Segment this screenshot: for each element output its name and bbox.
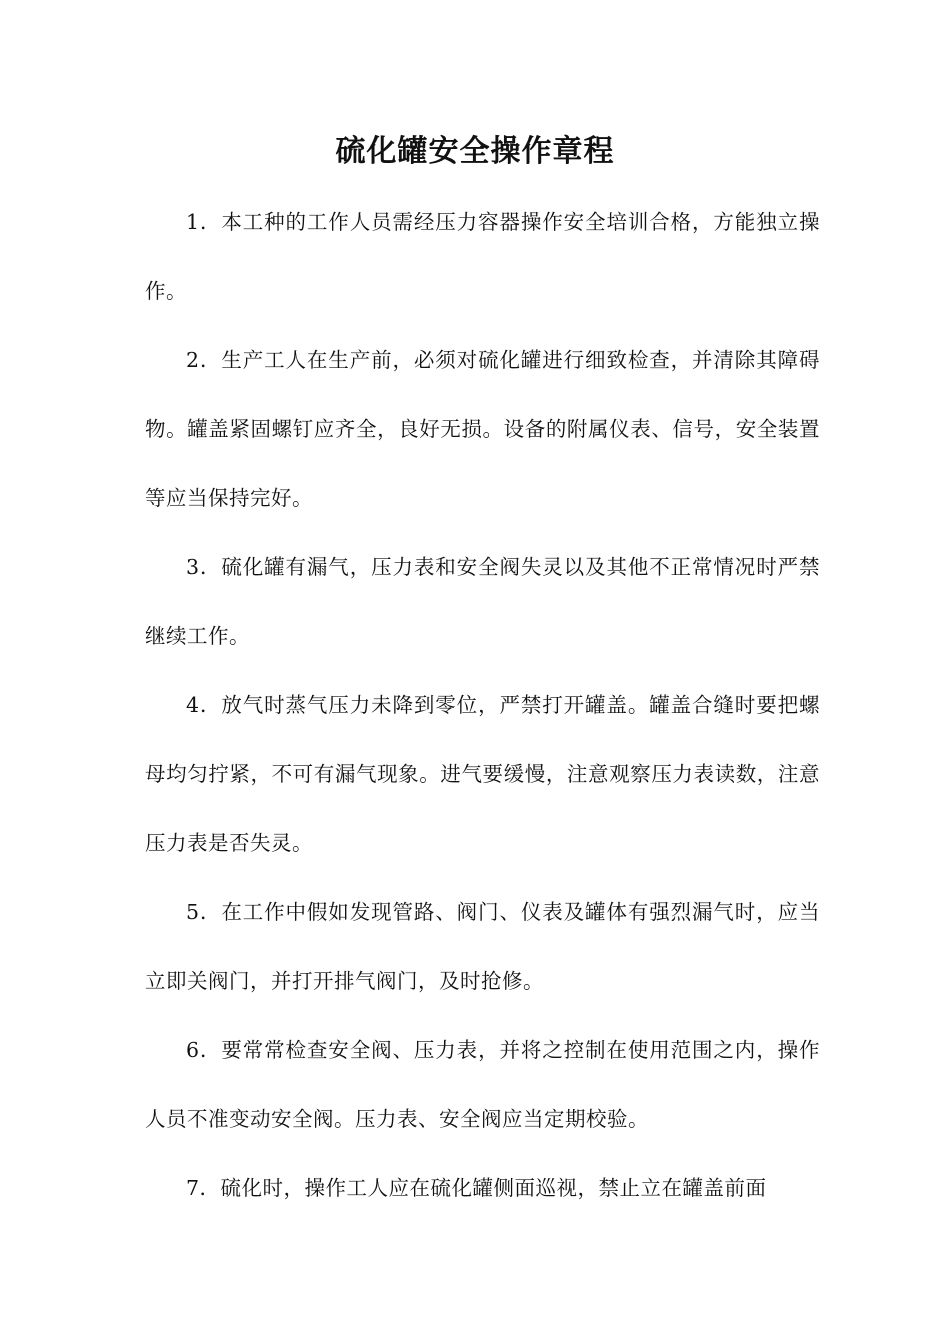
- paragraph-6: 6．要常常检查安全阀、压力表，并将之控制在使用范围之内，操作人员不准变动安全阀。压力表、安全阀应当定期校验。: [145, 1038, 820, 1131]
- paragraph-4: 4．放气时蒸气压力未降到零位，严禁打开罐盖。罐盖合缝时要把螺母均匀拧紧，不可有漏气现象。进气要缓慢，注意观察压力表读数，注意压力表是否失灵。: [145, 693, 820, 855]
- document-title: 硫化罐安全操作章程: [335, 134, 615, 169]
- paragraph-2: 2．生产工人在生产前，必须对硫化罐进行细致检查，并清除其障碍物。罐盖紧固螺钉应齐全，良好无损。设备的附属仪表、信号，安全装置等应当保持完好。: [145, 348, 820, 510]
- paragraph-5: 5．在工作中假如发现管路、阀门、仪表及罐体有强烈漏气时，应当立即关阀门，并打开排气阀门，及时抢修。: [145, 900, 820, 993]
- paragraph-1: 1．本工种的工作人员需经压力容器操作安全培训合格，方能独立操作。: [145, 210, 820, 303]
- document-body: [145, 188, 820, 1223]
- paragraph-3: 3．硫化罐有漏气，压力表和安全阀失灵以及其他不正常情况时严禁继续工作。: [145, 555, 820, 648]
- paragraph-7: 7．硫化时，操作工人应在硫化罐侧面巡视，禁止立在罐盖前面: [186, 1176, 767, 1200]
